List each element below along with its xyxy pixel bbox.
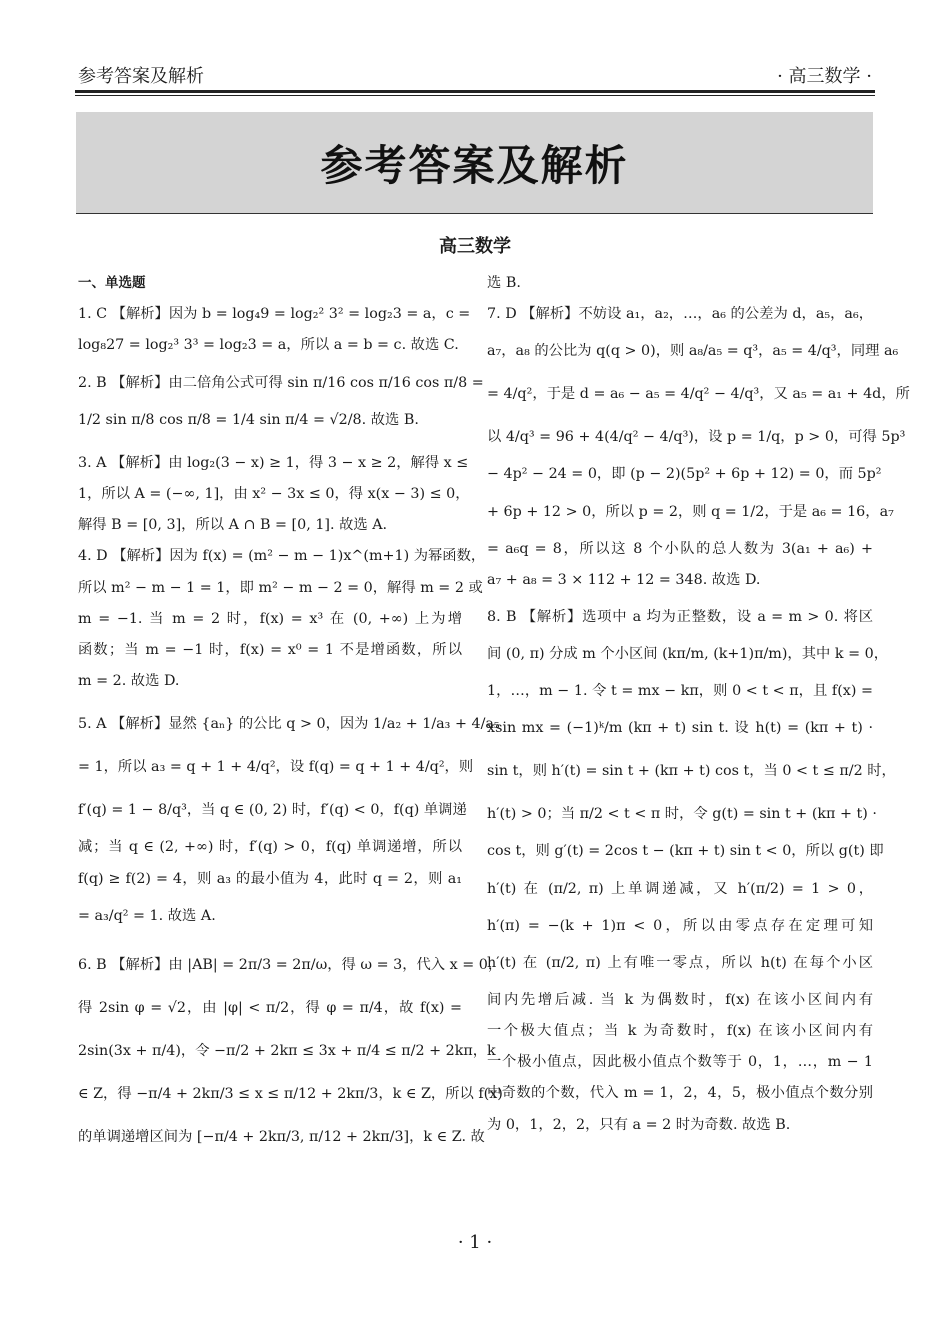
text-line: 一个极大值点；当 k 为奇数时，f(x) 在该小区间内有	[487, 1023, 873, 1040]
text-line: 4. D 【解析】因为 f(x) = (m² − m − 1)x^(m+1) 为幂函数，	[78, 548, 486, 565]
header-rule-thin	[75, 95, 875, 96]
text-line: f′(q) = 1 − 8/q³，当 q ∈ (0, 2) 时，f′(q) < 0，f(q) 单调递	[78, 802, 467, 819]
text-line: + 6p + 12 > 0，所以 p = 2，则 q = 1/2，于是 a₆ = 16，a₇	[487, 503, 894, 520]
title-banner	[76, 112, 873, 214]
header-right-subject: · 高三数学 ·	[777, 66, 872, 87]
text-line: 函数；当 m = −1 时，f(x) = x⁰ = 1 不是增函数，所以	[78, 642, 462, 659]
text-line: h′(π) = −(k + 1)π < 0，所以由零点存在定理可知	[487, 917, 873, 934]
section-heading: 一、单选题	[78, 275, 146, 291]
text-line: h′(t) > 0；当 π/2 < t < π 时，令 g(t) = sin t + (kπ + t) ·	[487, 806, 877, 823]
text-line: − 4p² − 24 = 0，即 (p − 2)(5p² + 6p + 12) = 0，而 5p²	[487, 466, 882, 483]
text-line: 中奇数的个数，代入 m = 1，2，4，5，极小值点个数分别	[487, 1085, 873, 1102]
text-line: cos t，则 g′(t) = 2cos t − (kπ + t) sin t < 0，所以 g(t) 即	[487, 843, 884, 860]
text-line: 以 4/q³ = 96 + 4(4/q² − 4/q³)，设 p = 1/q，p > 0，可得 5p³	[487, 429, 906, 446]
page-number: · 1 ·	[457, 1232, 493, 1253]
left-column	[78, 268, 503, 1159]
text-line: 所以 m² − m − 1 = 1，即 m² − m − 2 = 0，解得 m = 2 或	[78, 579, 483, 596]
right-column	[487, 268, 910, 1141]
text-line: = 1，所以 a₃ = q + 1 + 4/q²，设 f(q) = q + 1 + 4/q²，则	[78, 759, 474, 776]
banner-title: 参考答案及解析	[320, 140, 629, 190]
text-line: 得 2sin φ = √2，由 |φ| < π/2，得 φ = π/4，故 f(x) =	[78, 999, 462, 1016]
text-line: sin t，则 h′(t) = sin t + (kπ + t) cos t，当 0 < t ≤ π/2 时，	[487, 763, 896, 780]
text-line: 1，所以 A = (−∞, 1]，由 x² − 3x ≤ 0，得 x(x − 3) ≤ 0，	[78, 486, 470, 503]
running-header	[78, 58, 872, 88]
text-line: ∈ Z，得 −π/4 + 2kπ/3 ≤ x ≤ π/12 + 2kπ/3，k ∈ Z，所以 f(x)	[78, 1085, 503, 1102]
text-line: 为 0，1，2，2，只有 a = 2 时为奇数. 故选 B.	[487, 1116, 791, 1133]
text-line: m = 2. 故选 D.	[78, 673, 180, 690]
text-line: log₈27 = log₂³ 3³ = log₂3 = a，所以 a = b = c. 故选 C.	[78, 337, 459, 354]
text-line: 间 (0, π) 分成 m 个小区间 (kπ/m, (k+1)π/m)，其中 k = 0，	[487, 646, 888, 663]
text-line: 解得 B = [0, 3]，所以 A ∩ B = [0, 1]. 故选 A.	[78, 517, 388, 534]
text-line: 减；当 q ∈ (2, +∞) 时，f′(q) > 0，f(q) 单调递增，所以	[78, 839, 462, 856]
text-line: f(q) ≥ f(2) = 4，则 a₃ 的最小值为 4，此时 q = 2，则 a₁	[78, 870, 462, 887]
header-left-title: 参考答案及解析	[78, 66, 204, 87]
text-line: h′(t) 在 (π/2, π) 上单调递减，又 h′(π/2) = 1 > 0，	[487, 880, 873, 897]
text-line: 7. D 【解析】不妨设 a₁，a₂，…，a₆ 的公差为 d，a₅，a₆，	[487, 306, 873, 323]
text-line: 的单调递增区间为 [−π/4 + 2kπ/3, π/12 + 2kπ/3]，k ∈ Z. 故	[78, 1128, 485, 1145]
text-line: a₇ + a₈ = 3 × 112 + 12 = 348. 故选 D.	[487, 571, 761, 588]
text-line: 间内先增后减. 当 k 为偶数时，f(x) 在该小区间内有	[487, 991, 873, 1008]
text-line: 选 B.	[487, 275, 521, 291]
subject-heading: 高三数学	[439, 236, 511, 257]
header-rule-thick	[75, 90, 875, 93]
text-line: = a₃/q² = 1. 故选 A.	[78, 907, 216, 924]
text-line: 一个极小值点，因此极小值点个数等于 0，1，…，m − 1	[487, 1054, 873, 1071]
text-line: 3. A 【解析】由 log₂(3 − x) ≥ 1，得 3 − x ≥ 2，解得 x ≤	[78, 454, 469, 471]
text-line: a₇，a₈ 的公比为 q(q > 0)，则 a₈/a₅ = q³，a₅ = 4/q³，同理 a₆	[487, 343, 899, 360]
text-line: m = −1. 当 m = 2 时，f(x) = x³ 在 (0, +∞) 上为增	[78, 610, 462, 627]
text-line: = a₆q = 8，所以这 8 个小队的总人数为 3(a₁ + a₆) +	[487, 540, 873, 557]
text-line: 5. A 【解析】显然 {aₙ} 的公比 q > 0，因为 1/a₂ + 1/a₃ + 4/a₅	[78, 716, 500, 733]
text-line: 1，…，m − 1. 令 t = mx − kπ，则 0 < t < π，且 f(x) =	[487, 683, 873, 700]
text-line: = 4/q²，于是 d = a₆ − a₅ = 4/q² − 4/q³，又 a₅ = a₁ + 4d，所	[487, 386, 910, 403]
text-line: 8. B 【解析】选项中 a 均为正整数，设 a = m > 0. 将区	[487, 609, 873, 626]
text-line: 1/2 sin π/8 cos π/8 = 1/4 sin π/4 = √2/8. 故选 B.	[78, 411, 419, 428]
text-line: xsin mx = (−1)ᵏ/m (kπ + t) sin t. 设 h(t) = (kπ + t) ·	[487, 720, 873, 737]
text-line: 2. B 【解析】由二倍角公式可得 sin π/16 cos π/16 cos π/8 =	[78, 374, 484, 391]
text-line: 1. C 【解析】因为 b = log₄9 = log₂² 3² = log₂3 = a，c =	[78, 306, 471, 323]
text-line: h′(t) 在 (π/2, π) 上有唯一零点，所以 h(t) 在每个小区	[487, 954, 873, 971]
text-line: 2sin(3x + π/4)，令 −π/2 + 2kπ ≤ 3x + π/4 ≤ π/2 + 2kπ，k	[78, 1042, 496, 1059]
text-line: 6. B 【解析】由 |AB| = 2π/3 = 2π/ω，得 ω = 3，代入 x = 0，	[78, 956, 503, 973]
